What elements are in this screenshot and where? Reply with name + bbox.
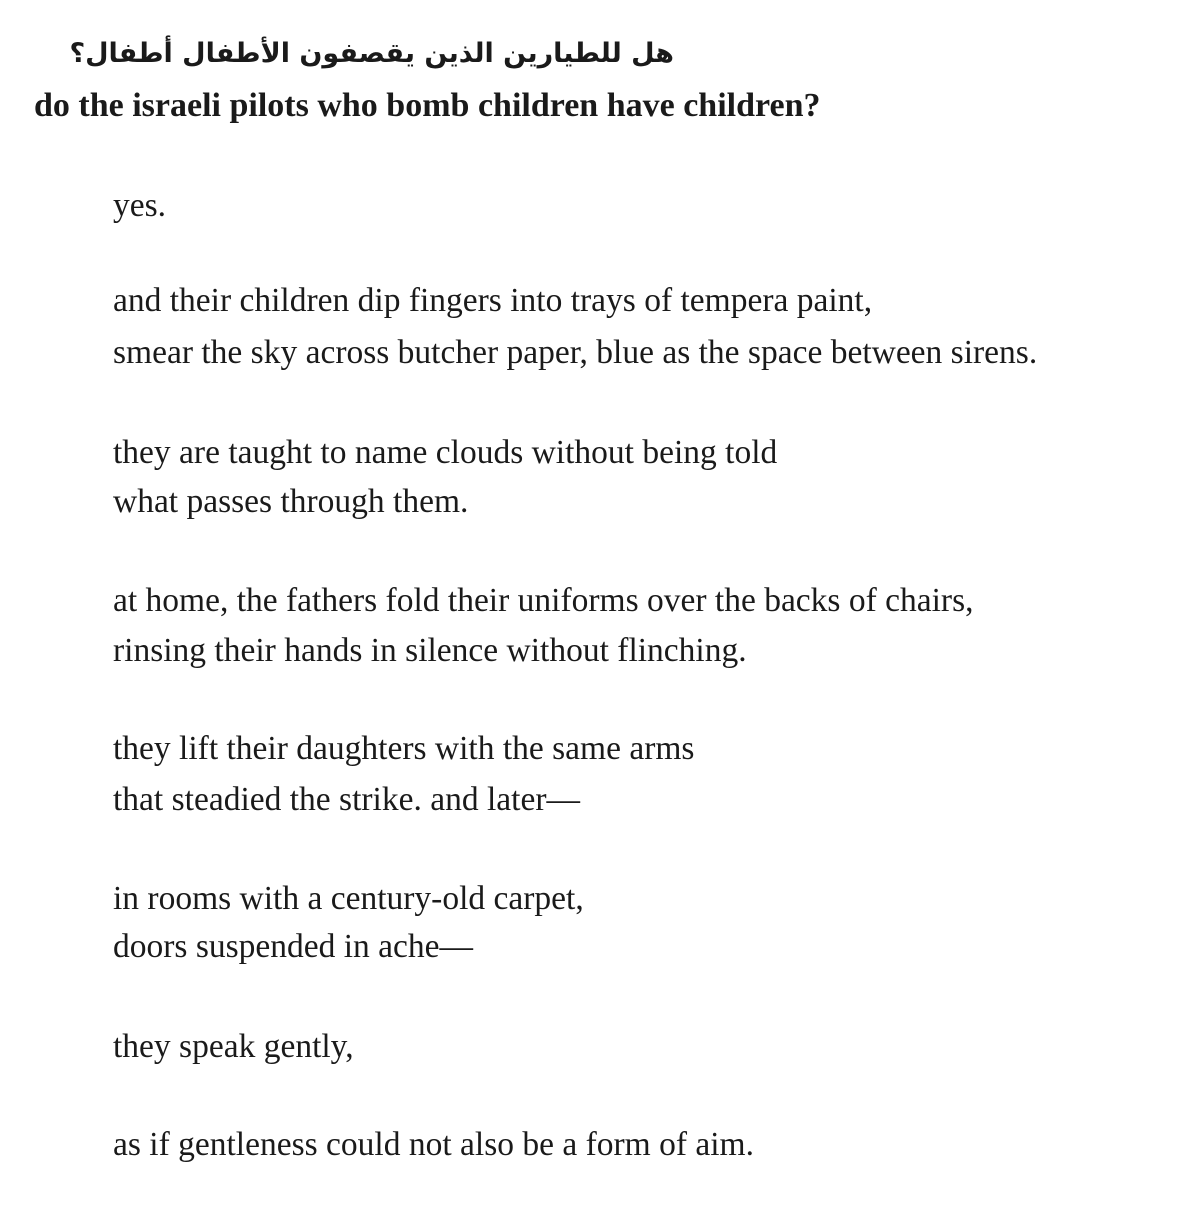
poem-line: smear the sky across butcher paper, blue as the space between sirens. xyxy=(113,334,1038,371)
poem-line: that steadied the strike. and later— xyxy=(113,781,580,818)
poem-line: they are taught to name clouds without being told xyxy=(113,434,778,471)
poem-line: and their children dip fingers into trays of tempera paint, xyxy=(113,282,873,319)
arabic-title: هل للطيارين الذين يقصفون الأطفال أطفال؟ xyxy=(69,38,674,69)
poem-line: they lift their daughters with the same arms xyxy=(113,730,695,767)
poem-line: they speak gently, xyxy=(113,1028,354,1065)
poem-line: what passes through them. xyxy=(113,483,469,520)
poem-line: doors suspended in ache— xyxy=(113,928,474,965)
poem-line: rinsing their hands in silence without flinching. xyxy=(113,632,747,669)
english-title: do the israeli pilots who bomb children have children? xyxy=(34,87,821,124)
poem-line: at home, the fathers fold their uniforms over the backs of chairs, xyxy=(113,582,974,619)
poem-line: yes. xyxy=(113,187,167,224)
poem-line: as if gentleness could not also be a form of aim. xyxy=(113,1126,754,1163)
poem-line: in rooms with a century-old carpet, xyxy=(113,880,584,917)
